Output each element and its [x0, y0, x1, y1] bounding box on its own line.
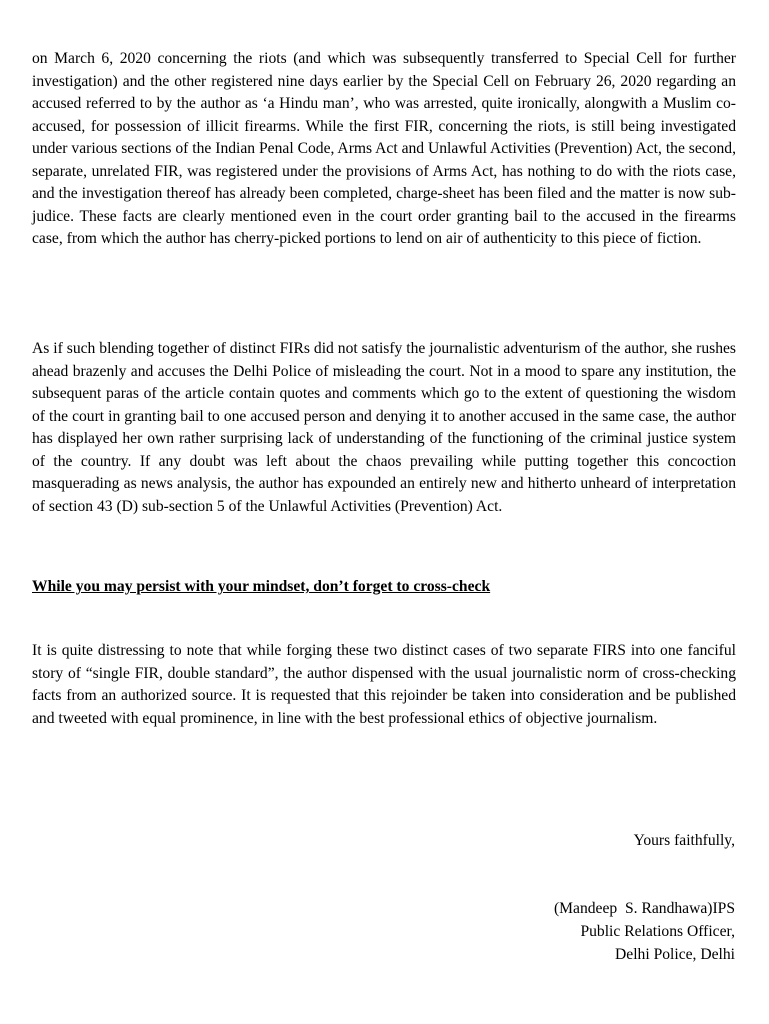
closing-salutation: Yours faithfully,: [633, 832, 735, 849]
body-paragraph-1: on March 6, 2020 concerning the riots (and which was subsequently transferred to Special Cell for further investigation) and the other registered nine days earlier by the Special Cell on February 26, 2020 regarding an accused referred to by the author as ‘a Hindu man’, who was arrested, quite ironically, alongwith a Muslim co-accused, for possession of illicit firearms. While the first FIR, concerning the riots, is still being investigated under various sections of the Indian Penal Code, Arms Act and Unlawful Activities (Prevention) Act, the second, separate, unrelated FIR, was registered under the provisions of Arms Act, has nothing to do with the riots case, and the investigation thereof has already been completed, charge-sheet has been filed and the matter is now sub-judice. These facts are clearly mentioned even in the court order granting bail to the accused in the firearms case, from which the author has cherry-picked portions to lend on air of authenticity to this piece of fiction.: [32, 50, 736, 247]
section-heading: While you may persist with your mindset, don’t forget to cross-check: [32, 578, 491, 595]
body-paragraph-2: As if such blending together of distinct FIRs did not satisfy the journalistic adventurism of the author, she rushes ahead brazenly and accuses the Delhi Police of misleading the court. Not in a mood to spare any institution, the subsequent paras of the article contain quotes and comments which go to the extent of questioning the wisdom of the court in granting bail to one accused person and denying it to another accused in the same case, the author has displayed her own rather surprising lack of understanding of the functioning of the criminal justice system of the country. If any doubt was left about the chaos prevailing while putting together this concoction masquerading as news analysis, the author has expounded an entirely new and hitherto unheard of interpretation of section 43 (D) sub-section 5 of the Unlawful Activities (Prevention) Act.: [32, 340, 736, 515]
signatory-organization: Delhi Police, Delhi: [615, 946, 735, 963]
signatory-title: Public Relations Officer,: [580, 923, 735, 940]
body-paragraph-3: It is quite distressing to note that while forging these two distinct cases of two separate FIRS into one fanciful story of “single FIR, double standard”, the author dispensed with the usual journalistic norm of cross-checking facts from an authorized source. It is requested that this rejoinder be taken into consideration and be published and tweeted with equal prominence, in line with the best professional ethics of objective journalism.: [32, 642, 736, 727]
signatory-name: (Mandeep S. Randhawa)IPS: [553, 900, 735, 917]
